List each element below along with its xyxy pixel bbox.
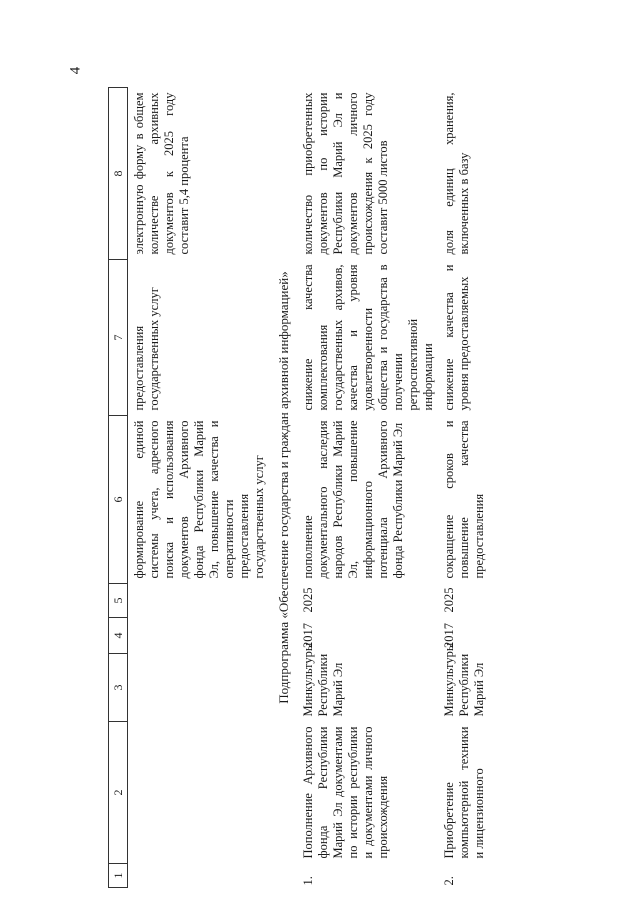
row-end-year: 2025 — [300, 587, 315, 613]
continuation-indicator: электронную форму в общем количестве архивных документов к 2025 году составит 5,4 процента — [132, 92, 191, 255]
row-end-year: 2025 — [441, 587, 456, 613]
row-activity-name: Пополнение Архивного фонда Республики Марий Эл документами по истории республики и документами личного происхождения — [300, 726, 390, 859]
continuation-result: формирование единой системы учета, адресного поиска и использования документов Архивного фонда Республики Марий Эл, повышение качества и оперативности предоставления государственных услуг — [132, 420, 266, 579]
row-indicator: количество приобретенных документов по истории Республики Марий Эл и документов личного происхождения к 2025 году составит 5000 листов — [300, 92, 390, 255]
header-col-5: 5 — [109, 584, 128, 618]
row-executor: Минкультуры Республики Марий Эл — [441, 642, 486, 717]
row-expected-result: сокращение сроков и повышение качества предоставления — [441, 420, 486, 579]
activities-table — [108, 87, 490, 888]
header-col-7: 7 — [109, 260, 128, 416]
subprogram-title: Подпрограмма «Обеспечение государства и граждан архивной информацией» — [276, 271, 291, 704]
row-activity-name: Приобретение компьютерной техники и лицензионного — [441, 726, 486, 859]
header-col-6: 6 — [109, 416, 128, 584]
row-expected-result: пополнение документального наследия народов Республики Марий Эл, повышение информационного потенциала Архивного фонда Республики Марий Эл — [300, 420, 405, 579]
row-start-year: 2017 — [441, 623, 456, 648]
rotated-table-container — [108, 88, 640, 888]
header-col-4: 4 — [109, 618, 128, 654]
row-indicator: доля единиц хранения, включенных в базу — [441, 92, 471, 255]
header-col-8: 8 — [109, 88, 128, 260]
table-row — [439, 88, 490, 888]
continuation-row — [128, 88, 271, 888]
page-number: 4 — [67, 66, 84, 75]
row-consequences: снижение качества комплектования государственных архивов, качества и уровня удовлетворенности общества и государства в получении ретроспективной информации — [300, 264, 435, 411]
header-col-2: 2 — [109, 722, 128, 864]
table-row — [298, 88, 439, 888]
row-consequences: снижение качества и уровня предоставляемых — [441, 264, 471, 411]
continuation-consequences: предоставления государственных услуг — [132, 287, 161, 411]
subprogram-row — [270, 88, 298, 888]
row-executor: Минкультуры Республики Марий Эл — [300, 642, 345, 717]
header-col-1: 1 — [109, 864, 128, 888]
row-start-year: 2017 — [300, 623, 315, 648]
header-row — [109, 88, 128, 888]
row-number: 2. — [441, 876, 456, 886]
header-col-3: 3 — [109, 654, 128, 722]
row-number: 1. — [300, 876, 315, 886]
